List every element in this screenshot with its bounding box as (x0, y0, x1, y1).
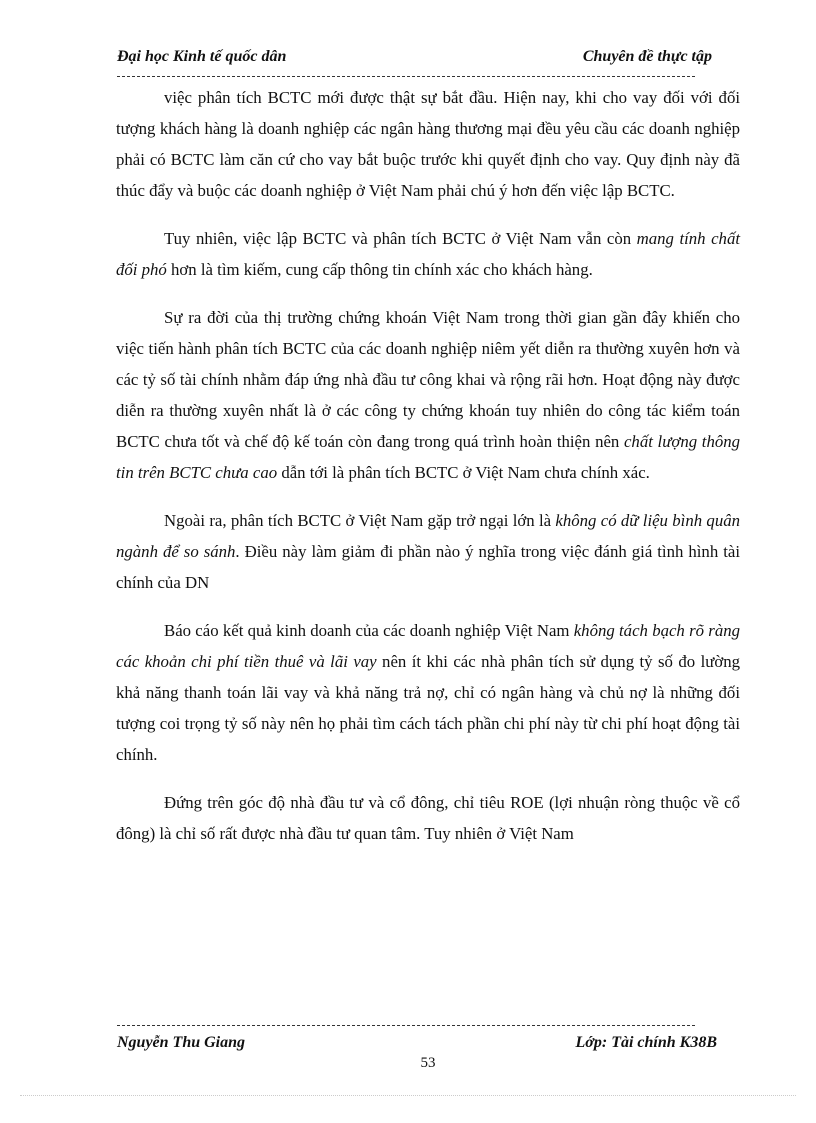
paragraph (116, 82, 740, 206)
paragraph (116, 615, 740, 770)
emphasis-text: không tách bạch rõ ràng các khoản chi phí tiền thuê và lãi vay (116, 621, 740, 671)
paragraph (116, 505, 740, 598)
text-run: hơn là tìm kiếm, cung cấp thông tin chính xác cho khách hàng. (166, 260, 593, 279)
page-number: 53 (420, 1055, 436, 1071)
text-run: dẫn tới là phân tích BCTC ở Việt Nam chưa chính xác. (277, 463, 650, 482)
document-type: Chuyên đề thực tập (582, 48, 712, 65)
text-run: nên ít khi các nhà phân tích sử dụng tỷ số đo lường khả năng thanh toán lãi vay và khả năng trả nợ, chỉ có ngân hàng và chủ nợ là những đối tượng coi trọng tỷ số này nên họ phải tìm cách tách phần chi phí này từ chi phí hoạt động tài chính. (116, 652, 740, 764)
emphasis-text: không có dữ liệu bình quân ngành để so sánh (116, 511, 740, 561)
page-bottom-border (20, 1095, 796, 1096)
body-text (116, 82, 740, 849)
text-run: Tuy nhiên, việc lập BCTC và phân tích BCTC ở Việt Nam vẫn còn (164, 229, 637, 248)
text-run: Sự ra đời của thị trường chứng khoán Việt Nam trong thời gian gần đây khiến cho việc tiến hành phân tích BCTC của các doanh nghiệp niêm yết diễn ra thường xuyên hơn và các tỷ số tài chính nhằm đáp ứng nhà đầu tư công khai và rộng rãi hơn. Hoạt động này được diễn ra thường xuyên nhất là ở các công ty chứng khoán tuy nhiên do công tác kiểm toán BCTC chưa tốt và chế độ kế toán còn đang trong quá trình hoàn thiện nên (116, 308, 740, 451)
text-run: việc phân tích BCTC mới được thật sự bắt đầu. Hiện nay, khi cho vay đối với đối tượng khách hàng là doanh nghiệp các ngân hàng thương mại đều yêu cầu các doanh nghiệp phải có BCTC làm căn cứ cho vay bắt buộc trước khi quyết định cho vay. Quy định này đã thúc đẩy và buộc các doanh nghiệp ở Việt Nam phải chú ý hơn đến việc lập BCTC. (116, 88, 740, 200)
paragraph (116, 787, 740, 849)
paragraph (116, 302, 740, 488)
university-name: Đại học Kinh tế quốc dân (117, 48, 287, 65)
footer-divider (117, 1025, 695, 1026)
emphasis-text: chất lượng thông tin trên BCTC chưa cao (116, 432, 741, 482)
paragraph (116, 223, 740, 285)
emphasis-text: mang tính chất đối phó (116, 229, 740, 279)
author-name: Nguyễn Thu Giang (117, 1034, 246, 1051)
text-run: . Điều này làm giảm đi phần nào ý nghĩa trong việc đánh giá tình hình tài chính của DN (116, 542, 740, 592)
page-header (117, 48, 712, 72)
text-run: Đứng trên góc độ nhà đầu tư và cổ đông, chỉ tiêu ROE (lợi nhuận ròng thuộc về cổ đông) là chỉ số rất được nhà đầu tư quan tâm. Tuy nhiên ở Việt Nam (116, 793, 740, 843)
text-run: Ngoài ra, phân tích BCTC ở Việt Nam gặp trở ngại lớn là (164, 511, 556, 530)
header-divider (117, 76, 695, 77)
text-run: Báo cáo kết quả kinh doanh của các doanh nghiệp Việt Nam (164, 621, 574, 640)
class-name: Lớp: Tài chính K38B (575, 1034, 717, 1051)
